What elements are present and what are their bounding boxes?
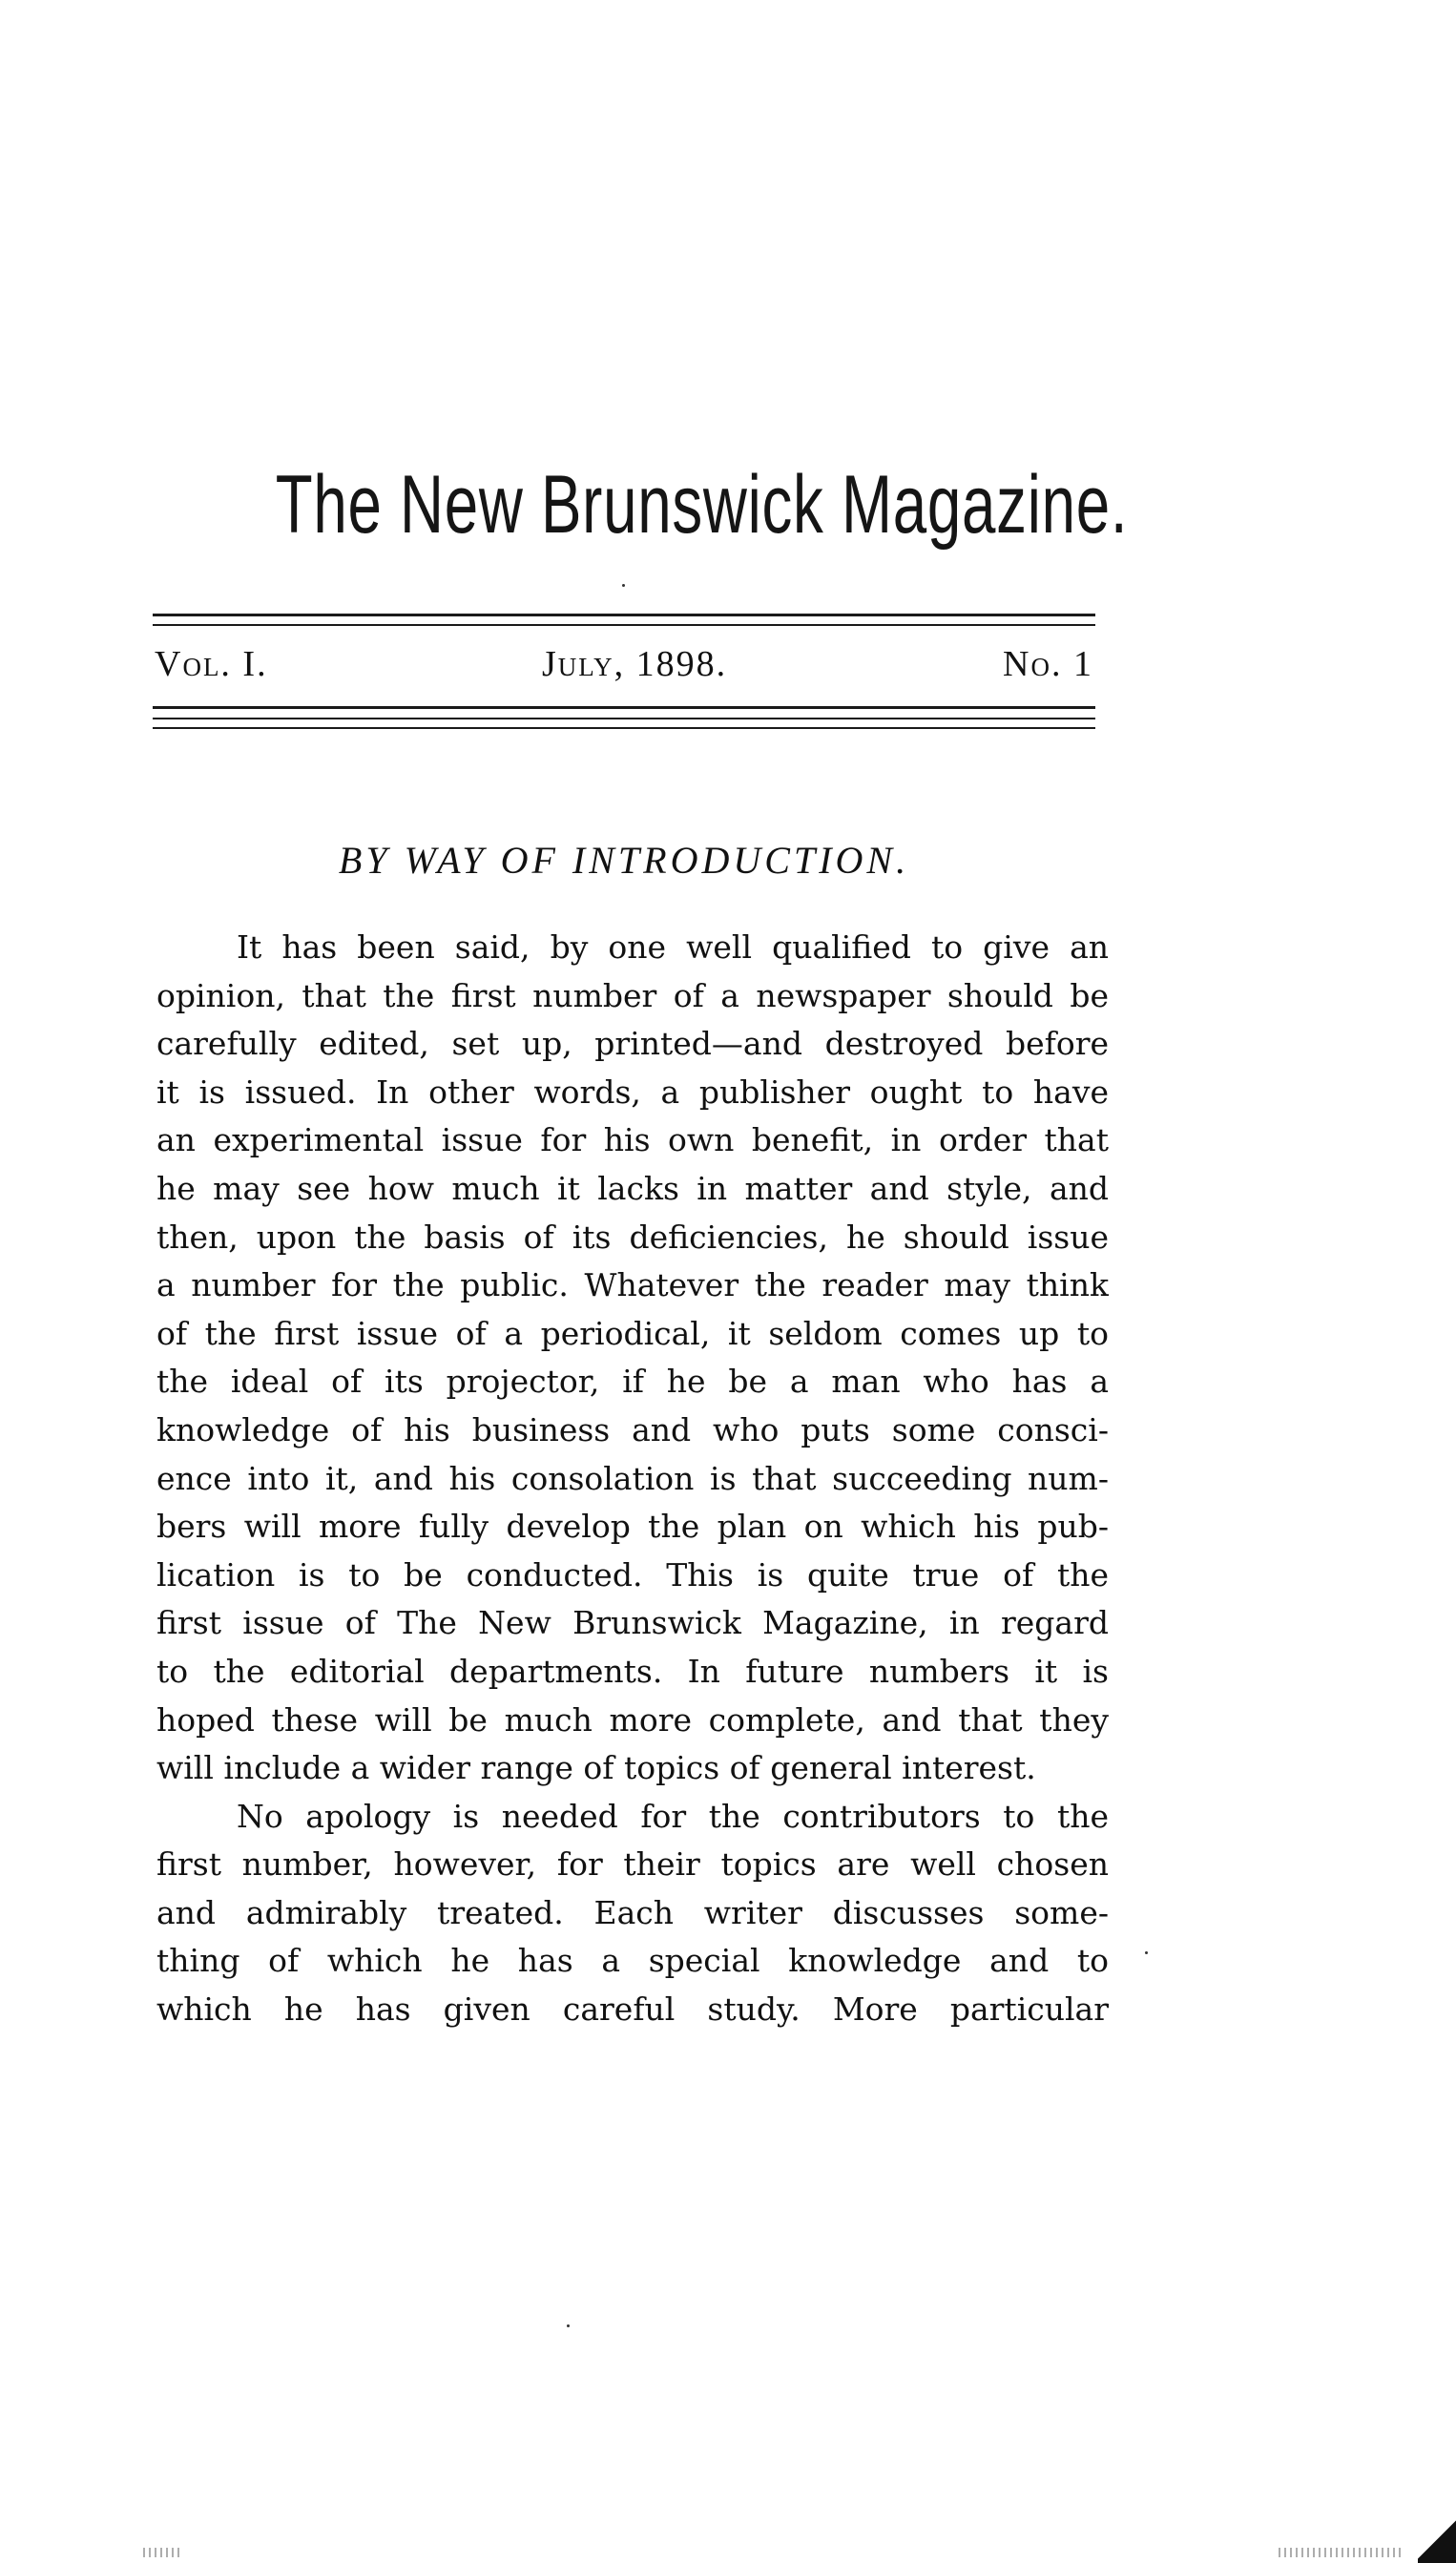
header-rule-top-1	[153, 614, 1095, 616]
body-line: and admirably treated. Each writer discusses some-	[156, 1893, 1109, 1931]
body-line: lication is to be conducted. This is quite true of the	[156, 1555, 1109, 1594]
body-line: to the editorial departments. In future numbers it is	[156, 1652, 1109, 1690]
issue-date: July, 1898.	[542, 644, 728, 684]
body-line: it is issued. In other words, a publisher ought to have	[156, 1073, 1109, 1111]
article-body	[156, 924, 1109, 2034]
body-line: an experimental issue for his own benefit, in order that	[156, 1121, 1109, 1159]
body-line: hoped these will be much more complete, and that they	[156, 1700, 1109, 1739]
body-line: ence into it, and his consolation is that succeeding num-	[156, 1459, 1109, 1497]
masthead-title: The New Brunswick Magazine.	[275, 459, 1129, 551]
body-line: first issue of The New Brunswick Magazine, in regard	[156, 1604, 1109, 1642]
body-line: carefully edited, set up, printed—and destroyed before	[156, 1025, 1109, 1063]
header-rule-bottom-3	[153, 727, 1095, 729]
body-line: bers will more fully develop the plan on which his pub-	[156, 1508, 1109, 1546]
volume-label: Vol. I.	[155, 644, 268, 684]
body-line: opinion, that the first number of a newspaper should be	[156, 976, 1109, 1014]
paper-speck	[622, 584, 625, 587]
body-line: then, upon the basis of its deficiencies, he should issue	[156, 1218, 1109, 1256]
body-line: a number for the public. Whatever the reader may think	[156, 1266, 1109, 1304]
article-title: BY WAY OF INTRODUCTION.	[338, 839, 910, 882]
header-rule-bottom-1	[153, 706, 1095, 709]
header-rule-top-2	[153, 624, 1095, 626]
scan-noise	[1279, 2548, 1403, 2557]
body-line: No apology is needed for the contributors to the	[237, 1797, 1109, 1835]
body-line: will include a wider range of topics of general interest.	[156, 1749, 1036, 1787]
body-line: the ideal of its projector, if he be a man who has a	[156, 1363, 1109, 1401]
body-line: thing of which he has a special knowledge and to	[156, 1942, 1109, 1980]
body-line: which he has given careful study. More particular	[156, 1990, 1109, 2029]
body-line: first number, however, for their topics are well chosen	[156, 1845, 1109, 1884]
paper-speck	[1145, 1951, 1148, 1954]
issue-number: No. 1	[1003, 644, 1093, 684]
body-line: It has been said, by one well qualified to give an	[237, 928, 1109, 966]
body-line: knowledge of his business and who puts some consci-	[156, 1410, 1109, 1448]
corner-stain	[1418, 2506, 1456, 2563]
body-line: of the first issue of a periodical, it seldom comes up to	[156, 1314, 1109, 1352]
header-rule-bottom-2	[153, 718, 1095, 719]
scan-noise	[143, 2548, 181, 2557]
body-line: he may see how much it lacks in matter and style, and	[156, 1169, 1109, 1207]
issue-info	[153, 643, 1095, 700]
paper-speck	[567, 2324, 570, 2327]
